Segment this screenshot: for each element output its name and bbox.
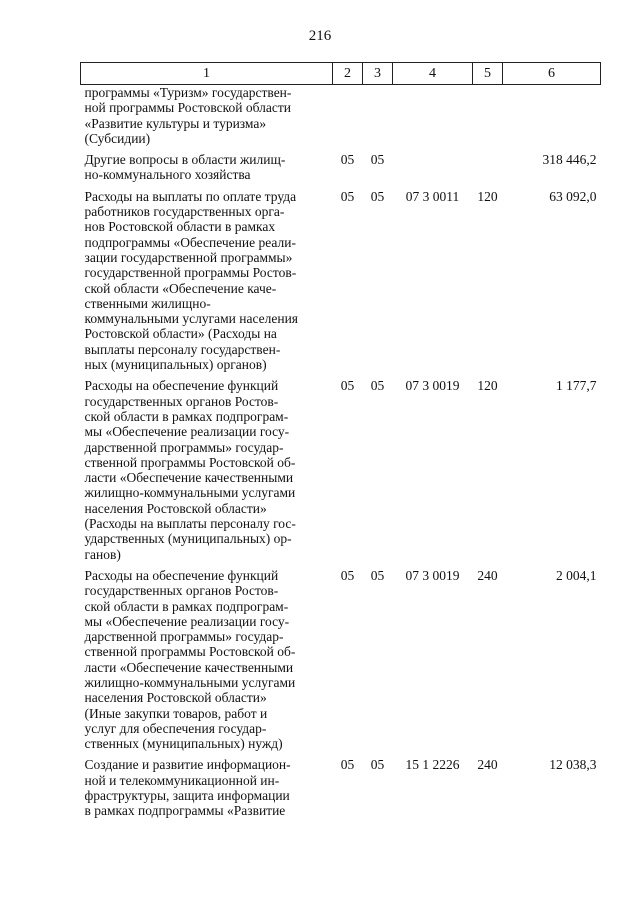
table-row [81,378,601,568]
row-name-line: ской области в рамках подпрограм- [84,408,289,424]
row-name-line: ласти «Обеспечение качественными [84,659,294,675]
row-name-line: ной программы Ростовской области [84,100,291,116]
row-subsection-cell: 05 [370,188,385,204]
row-name-line: государственных органов Ростов- [84,583,279,599]
row-name-line: мы «Обеспечение реализации госу- [84,613,290,629]
row-section-cell: 05 [340,152,355,168]
row-name-line: ственной программы Ростовской об- [84,454,296,470]
row-amount-cell: 12 038,3 [549,757,597,773]
row-section-cell: 05 [340,567,355,583]
row-expense-type-cell [473,85,503,153]
table-row [81,568,601,758]
row-amount-cell: 2 004,1 [556,567,597,583]
row-name-cell [81,152,333,189]
row-name-line: но-коммунального хозяйства [84,167,251,183]
row-name-line: дарственной программы» государ- [84,629,284,645]
row-name-line: подпрограммы «Обеспечение реали- [84,234,296,250]
row-name-cell [81,189,333,379]
row-name-line: Другие вопросы в области жилищ- [84,152,286,168]
row-name-line: ственной программы Ростовской об- [84,644,296,660]
row-name-line: фраструктуры, защита информации [84,788,290,804]
row-name-line: ственными жилищно- [84,295,211,311]
column-header-1: 1 [81,63,333,85]
row-name-line: зации государственной программы» [84,249,293,265]
row-target-item-cell: 07 3 0011 [405,188,460,204]
row-name-line: коммунальными услугами населения [84,311,299,327]
page-number: 216 [308,28,332,44]
row-name-line: ганов) [84,546,121,562]
row-expense-type-cell: 240 [477,567,498,583]
row-name-line: работников государственных орга- [84,204,285,220]
row-expense-type-cell [473,152,503,189]
table-row [81,189,601,379]
row-name-line: выплаты персоналу государствен- [84,341,281,357]
column-header-4: 4 [393,63,473,85]
table-row [81,152,601,189]
row-name-line: ласти «Обеспечение качественными [84,470,294,486]
row-name-line: Расходы на выплаты по оплате труда [84,188,297,204]
row-expense-type-cell: 240 [477,757,498,773]
row-name-line: «Развитие культуры и туризма» [84,115,267,131]
row-name-line: ской области в рамках подпрограм- [84,598,289,614]
row-name-line: ных (муниципальных) органов) [84,357,267,373]
table-header-row [81,63,601,85]
row-amount-cell: 1 177,7 [556,378,597,394]
row-name-line: в рамках подпрограммы «Развитие [84,803,286,819]
row-name-cell [81,757,333,824]
row-name-line: Расходы на обеспечение функций [84,567,279,583]
row-name-cell [81,568,333,758]
row-name-cell [81,85,333,153]
row-name-line: (Иные закупки товаров, работ и [84,705,268,721]
table-row [81,757,601,824]
row-name-line: государственных органов Ростов- [84,393,279,409]
row-name-line: (Расходы на выплаты персоналу гос- [84,516,296,532]
row-subsection-cell: 05 [370,757,385,773]
row-name-line: (Субсидии) [84,130,151,146]
column-header-3: 3 [363,63,393,85]
column-header-2: 2 [333,63,363,85]
row-subsection-cell: 05 [370,152,385,168]
row-expense-type-cell: 120 [477,188,498,204]
row-name-line: программы «Туризм» государствен- [84,85,292,100]
row-subsection-cell: 05 [370,378,385,394]
row-subsection-cell [363,85,393,153]
column-header-5: 5 [473,63,503,85]
row-name-line: нов Ростовской области в рамках [84,219,276,235]
row-name-cell [81,378,333,568]
table-body [81,85,601,825]
row-target-item-cell [393,85,473,153]
column-header-6: 6 [503,63,601,85]
row-name-line: Создание и развитие информацион- [84,757,291,773]
row-name-line: населения Ростовской области» [84,500,267,516]
row-name-line: ударственных (муниципальных) ор- [84,531,292,547]
row-name-line: мы «Обеспечение реализации госу- [84,424,290,440]
row-name-line: жилищно-коммунальными услугами [84,485,296,501]
row-section-cell: 05 [340,757,355,773]
row-target-item-cell [393,152,473,189]
row-expense-type-cell: 120 [477,378,498,394]
row-name-line: населения Ростовской области» [84,690,267,706]
row-amount-cell: 318 446,2 [542,152,597,168]
budget-table [80,62,601,825]
row-amount-cell: 63 092,0 [549,188,597,204]
row-name-line: жилищно-коммунальными услугами [84,674,296,690]
row-name-line: Ростовской области» (Расходы на [84,326,277,342]
row-name-line: Расходы на обеспечение функций [84,378,279,394]
table-row [81,85,601,153]
row-amount-cell [503,85,601,153]
row-name-line: ной и телекоммуникационной ин- [84,772,280,788]
row-section-cell: 05 [340,188,355,204]
row-name-line: услуг для обеспечения государ- [84,720,267,736]
row-name-line: государственной программы Ростов- [84,265,297,281]
row-target-item-cell: 15 1 2226 [405,757,460,773]
row-name-line: ственных (муниципальных) нужд) [84,736,283,752]
row-name-line: дарственной программы» государ- [84,439,284,455]
row-name-line: ской области «Обеспечение каче- [84,280,277,296]
row-section-cell: 05 [340,378,355,394]
row-subsection-cell: 05 [370,567,385,583]
row-target-item-cell: 07 3 0019 [405,567,460,583]
row-section-cell [333,85,363,153]
row-target-item-cell: 07 3 0019 [405,378,460,394]
